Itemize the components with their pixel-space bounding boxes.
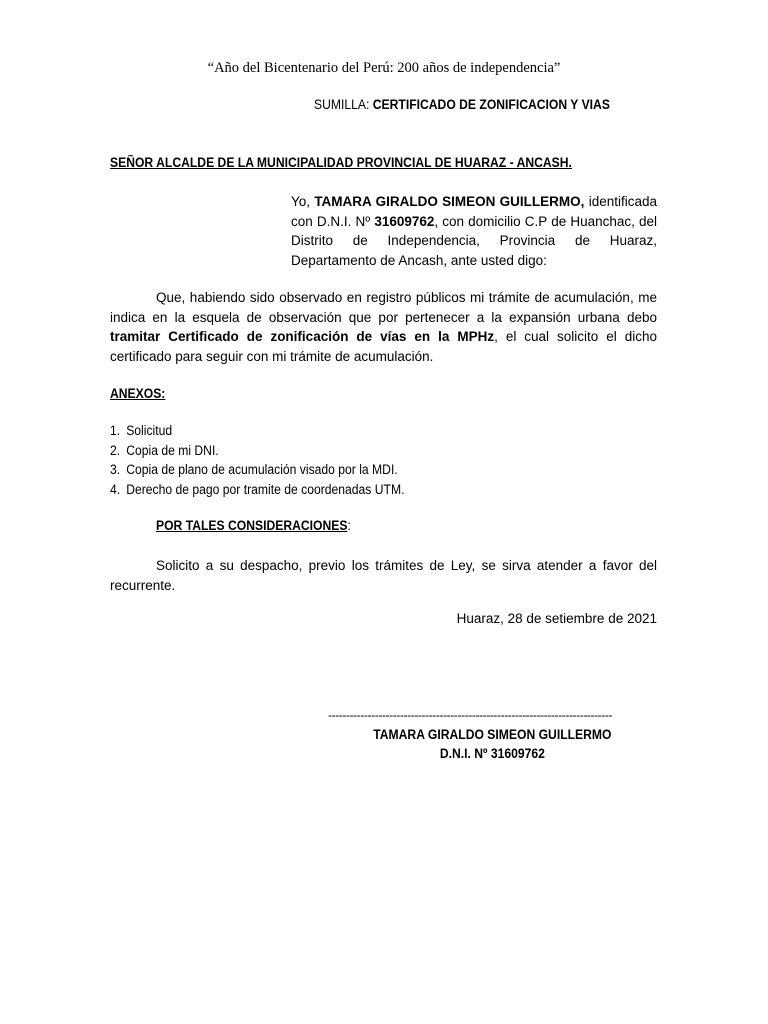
list-item-text: Derecho de pago por tramite de coordenadas UTM. bbox=[126, 481, 405, 497]
body-bold-request: tramitar Certificado de zonificación de vías en la MPHz bbox=[110, 329, 495, 344]
list-item-text: Copia de mi DNI. bbox=[126, 442, 219, 458]
list-item-number: 4. bbox=[110, 481, 121, 497]
place-date: Huaraz, 28 de setiembre de 2021 bbox=[456, 611, 657, 626]
intro-text-1: identificada con D.N.I. Nº bbox=[291, 194, 657, 229]
body-paragraph bbox=[110, 288, 657, 366]
request-paragraph: Solicito a su despacho, previo los trámites de Ley, se sirva atender a favor del recurrente. bbox=[110, 558, 657, 593]
annexes-heading: ANEXOS: bbox=[110, 386, 166, 401]
document-motto: “Año del Bicentenario del Perú: 200 años de independencia” bbox=[207, 60, 561, 76]
sumilla-value: CERTIFICADO DE ZONIFICACION Y VIAS bbox=[372, 97, 610, 112]
list-item-number: 1. bbox=[110, 423, 121, 438]
annexes-list bbox=[110, 421, 437, 499]
addressee bbox=[110, 155, 623, 170]
list-item-text: Solicitud bbox=[126, 423, 173, 438]
intro-text-2: , con domicilio C.P de Huanchac, del Distrito de Independencia, Provincia de Huaraz, Departamento de Ancash, ante usted digo: bbox=[291, 213, 658, 268]
list-item bbox=[110, 421, 437, 441]
list-item-number: 2. bbox=[110, 442, 121, 458]
body-text-1: Que, habiendo sido observado en registro públicos mi trámite de acumulación, me indica en la esquela de observación que por pertenecer a la expansión urbana debo bbox=[110, 290, 657, 325]
addressee-text: SEÑOR ALCALDE DE LA MUNICIPALIDAD PROVINCIAL DE HUARAZ - ANCASH. bbox=[110, 155, 572, 170]
sumilla bbox=[314, 97, 643, 112]
list-item-text: Copia de plano de acumulación visado por la MDI. bbox=[126, 462, 398, 477]
list-item bbox=[110, 441, 437, 461]
signature-line: ------------------------------------------------------------------------------- bbox=[328, 708, 613, 722]
considerations-text: POR TALES CONSIDERACIONES bbox=[156, 518, 348, 533]
list-item-number: 3. bbox=[110, 462, 121, 477]
list-item bbox=[110, 460, 437, 480]
sumilla-label: SUMILLA: bbox=[314, 97, 373, 112]
applicant-name: TAMARA GIRALDO SIMEON GUILLERMO, bbox=[314, 194, 585, 209]
applicant-dni: 31609762 bbox=[374, 213, 435, 229]
list-item bbox=[110, 480, 437, 500]
considerations-colon: : bbox=[347, 518, 351, 533]
signer-name: TAMARA GIRALDO SIMEON GUILLERMO bbox=[372, 727, 612, 742]
signer-dni: D.N.I. Nº 31609762 bbox=[439, 746, 545, 761]
considerations-heading bbox=[156, 518, 373, 533]
body-text-2: , el cual solicito el dicho certificado para seguir con mi trámite de acumulación. bbox=[110, 329, 658, 364]
intro-paragraph bbox=[291, 192, 657, 270]
intro-yo: Yo, bbox=[291, 194, 315, 209]
